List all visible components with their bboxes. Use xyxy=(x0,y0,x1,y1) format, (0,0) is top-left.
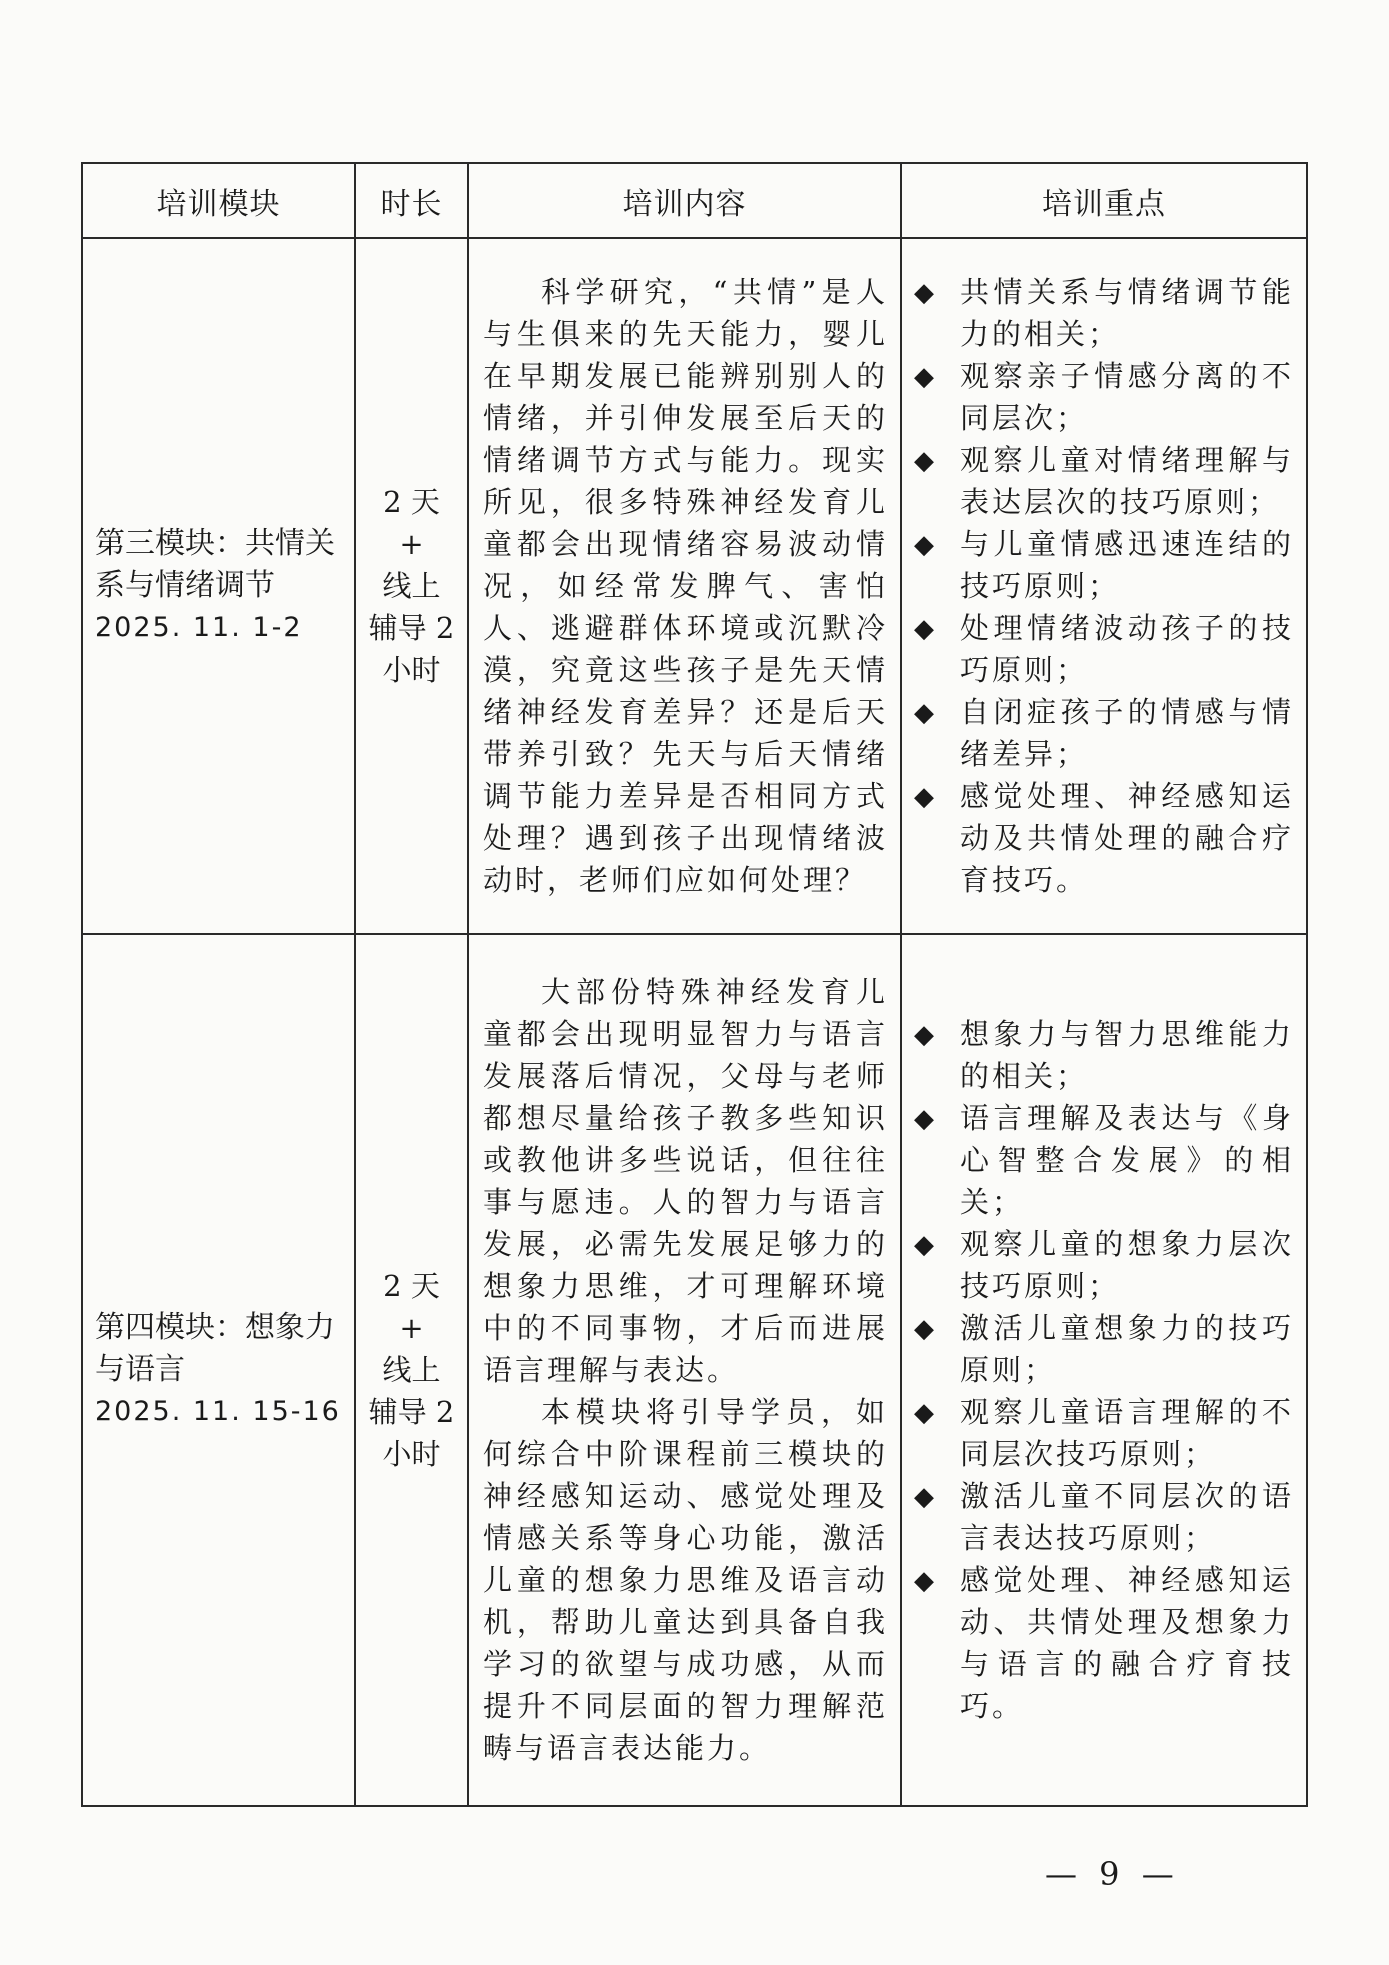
focus-point-text: 感觉处理、神经感知运动、共情处理及想象力与语言的融合疗育技巧。 xyxy=(960,1563,1294,1723)
header-duration: 时长 xyxy=(355,163,468,238)
content-paragraph: 科学研究，“共情”是人与生俱来的先天能力，婴儿在早期发展已能辨别别人的情绪，并引伸发展至后天的情绪调节方式与能力。现实所见，很多特殊神经发育儿童都会出现情绪容易波动情况，如经常发脾气、害怕人、逃避群体环境或沉默冷漠，究竟这些孩子是先天情绪神经发育差异？还是后天带养引致？先天与后天情绪调节能力差异是否相同方式处理？遇到孩子出现情绪波动时，老师们应如何处理？ xyxy=(483,275,888,897)
focus-point-text: 观察儿童对情绪理解与表达层次的技巧原则； xyxy=(960,443,1294,519)
focus-point-text: 观察儿童语言理解的不同层次技巧原则； xyxy=(960,1395,1294,1471)
list-item xyxy=(912,607,1294,691)
content-cell xyxy=(468,934,901,1806)
header-module: 培训模块 xyxy=(82,163,355,238)
diamond-bullet-icon: ◆ xyxy=(914,362,934,392)
duration-line: 线上 xyxy=(382,1353,441,1387)
diamond-bullet-icon: ◆ xyxy=(914,530,934,560)
list-item xyxy=(912,1475,1294,1559)
focus-point-text: 自闭症孩子的情感与情绪差异； xyxy=(960,695,1294,771)
module-date: 2025. 11. 1-2 xyxy=(95,612,303,643)
diamond-bullet-icon: ◆ xyxy=(914,614,934,644)
focus-point-text: 激活儿童想象力的技巧原则； xyxy=(960,1311,1294,1387)
duration-line: 2 天 xyxy=(383,1269,440,1303)
duration-line: + xyxy=(399,527,424,561)
focus-cell xyxy=(901,238,1307,934)
diamond-bullet-icon: ◆ xyxy=(914,446,934,476)
diamond-bullet-icon: ◆ xyxy=(914,1398,934,1428)
focus-list xyxy=(912,1013,1294,1727)
table-row xyxy=(82,934,1307,1806)
training-schedule-table xyxy=(81,162,1308,1807)
duration-line: 2 天 xyxy=(383,485,440,519)
list-item xyxy=(912,1559,1294,1727)
diamond-bullet-icon: ◆ xyxy=(914,1482,934,1512)
focus-point-text: 与儿童情感迅速连结的技巧原则； xyxy=(960,527,1294,603)
list-item xyxy=(912,775,1294,901)
focus-list xyxy=(912,271,1294,901)
focus-point-text: 观察亲子情感分离的不同层次； xyxy=(960,359,1294,435)
list-item xyxy=(912,1223,1294,1307)
list-item xyxy=(912,691,1294,775)
duration-cell xyxy=(355,934,468,1806)
diamond-bullet-icon: ◆ xyxy=(914,782,934,812)
focus-point-text: 想象力与智力思维能力的相关； xyxy=(960,1017,1294,1093)
list-item xyxy=(912,271,1294,355)
duration-line: 线上 xyxy=(382,569,441,603)
table-row xyxy=(82,238,1307,934)
diamond-bullet-icon: ◆ xyxy=(914,1104,934,1134)
focus-point-text: 感觉处理、神经感知运动及共情处理的融合疗育技巧。 xyxy=(960,779,1294,897)
focus-point-text: 共情关系与情绪调节能力的相关； xyxy=(960,275,1294,351)
module-cell xyxy=(82,238,355,934)
diamond-bullet-icon: ◆ xyxy=(914,1020,934,1050)
page-number: — 9 — xyxy=(1045,1855,1180,1893)
table-header-row xyxy=(82,163,1307,238)
header-focus: 培训重点 xyxy=(901,163,1307,238)
focus-point-text: 语言理解及表达与《身心智整合发展》的相关； xyxy=(960,1101,1294,1219)
focus-point-text: 处理情绪波动孩子的技巧原则； xyxy=(960,611,1294,687)
list-item xyxy=(912,1307,1294,1391)
diamond-bullet-icon: ◆ xyxy=(914,1230,934,1260)
diamond-bullet-icon: ◆ xyxy=(914,278,934,308)
content-paragraph: 本模块将引导学员，如何综合中阶课程前三模块的神经感知运动、感觉处理及情感关系等身心功能，激活儿童的想象力思维及语言动机，帮助儿童达到具备自我学习的欲望与成功感，从而提升不同层面的智力理解范畴与语言表达能力。 xyxy=(483,1395,888,1765)
header-content: 培训内容 xyxy=(468,163,901,238)
list-item xyxy=(912,1097,1294,1223)
list-item xyxy=(912,523,1294,607)
duration-line: 小时 xyxy=(382,653,441,687)
list-item xyxy=(912,355,1294,439)
module-title: 第四模块：想象力与语言 xyxy=(95,1310,335,1387)
duration-cell xyxy=(355,238,468,934)
module-cell xyxy=(82,934,355,1806)
diamond-bullet-icon: ◆ xyxy=(914,1314,934,1344)
focus-point-text: 激活儿童不同层次的语言表达技巧原则； xyxy=(960,1479,1294,1555)
module-date: 2025. 11. 15-16 xyxy=(95,1396,341,1427)
diamond-bullet-icon: ◆ xyxy=(914,698,934,728)
duration-line: 辅导 2 xyxy=(368,1395,455,1429)
duration-line: 小时 xyxy=(382,1437,441,1471)
diamond-bullet-icon: ◆ xyxy=(914,1566,934,1596)
content-cell xyxy=(468,238,901,934)
duration-line: + xyxy=(399,1311,424,1345)
focus-point-text: 观察儿童的想象力层次技巧原则； xyxy=(960,1227,1294,1303)
content-paragraph: 大部份特殊神经发育儿童都会出现明显智力与语言发展落后情况，父母与老师都想尽量给孩子教多些知识或教他讲多些说话，但往往事与愿违。人的智力与语言发展，必需先发展足够力的想象力思维，才可理解环境中的不同事物，才后而进展语言理解与表达。 xyxy=(483,975,888,1387)
duration-line: 辅导 2 xyxy=(368,611,455,645)
list-item xyxy=(912,439,1294,523)
list-item xyxy=(912,1013,1294,1097)
list-item xyxy=(912,1391,1294,1475)
module-title: 第三模块：共情关系与情绪调节 xyxy=(95,526,335,603)
focus-cell xyxy=(901,934,1307,1806)
